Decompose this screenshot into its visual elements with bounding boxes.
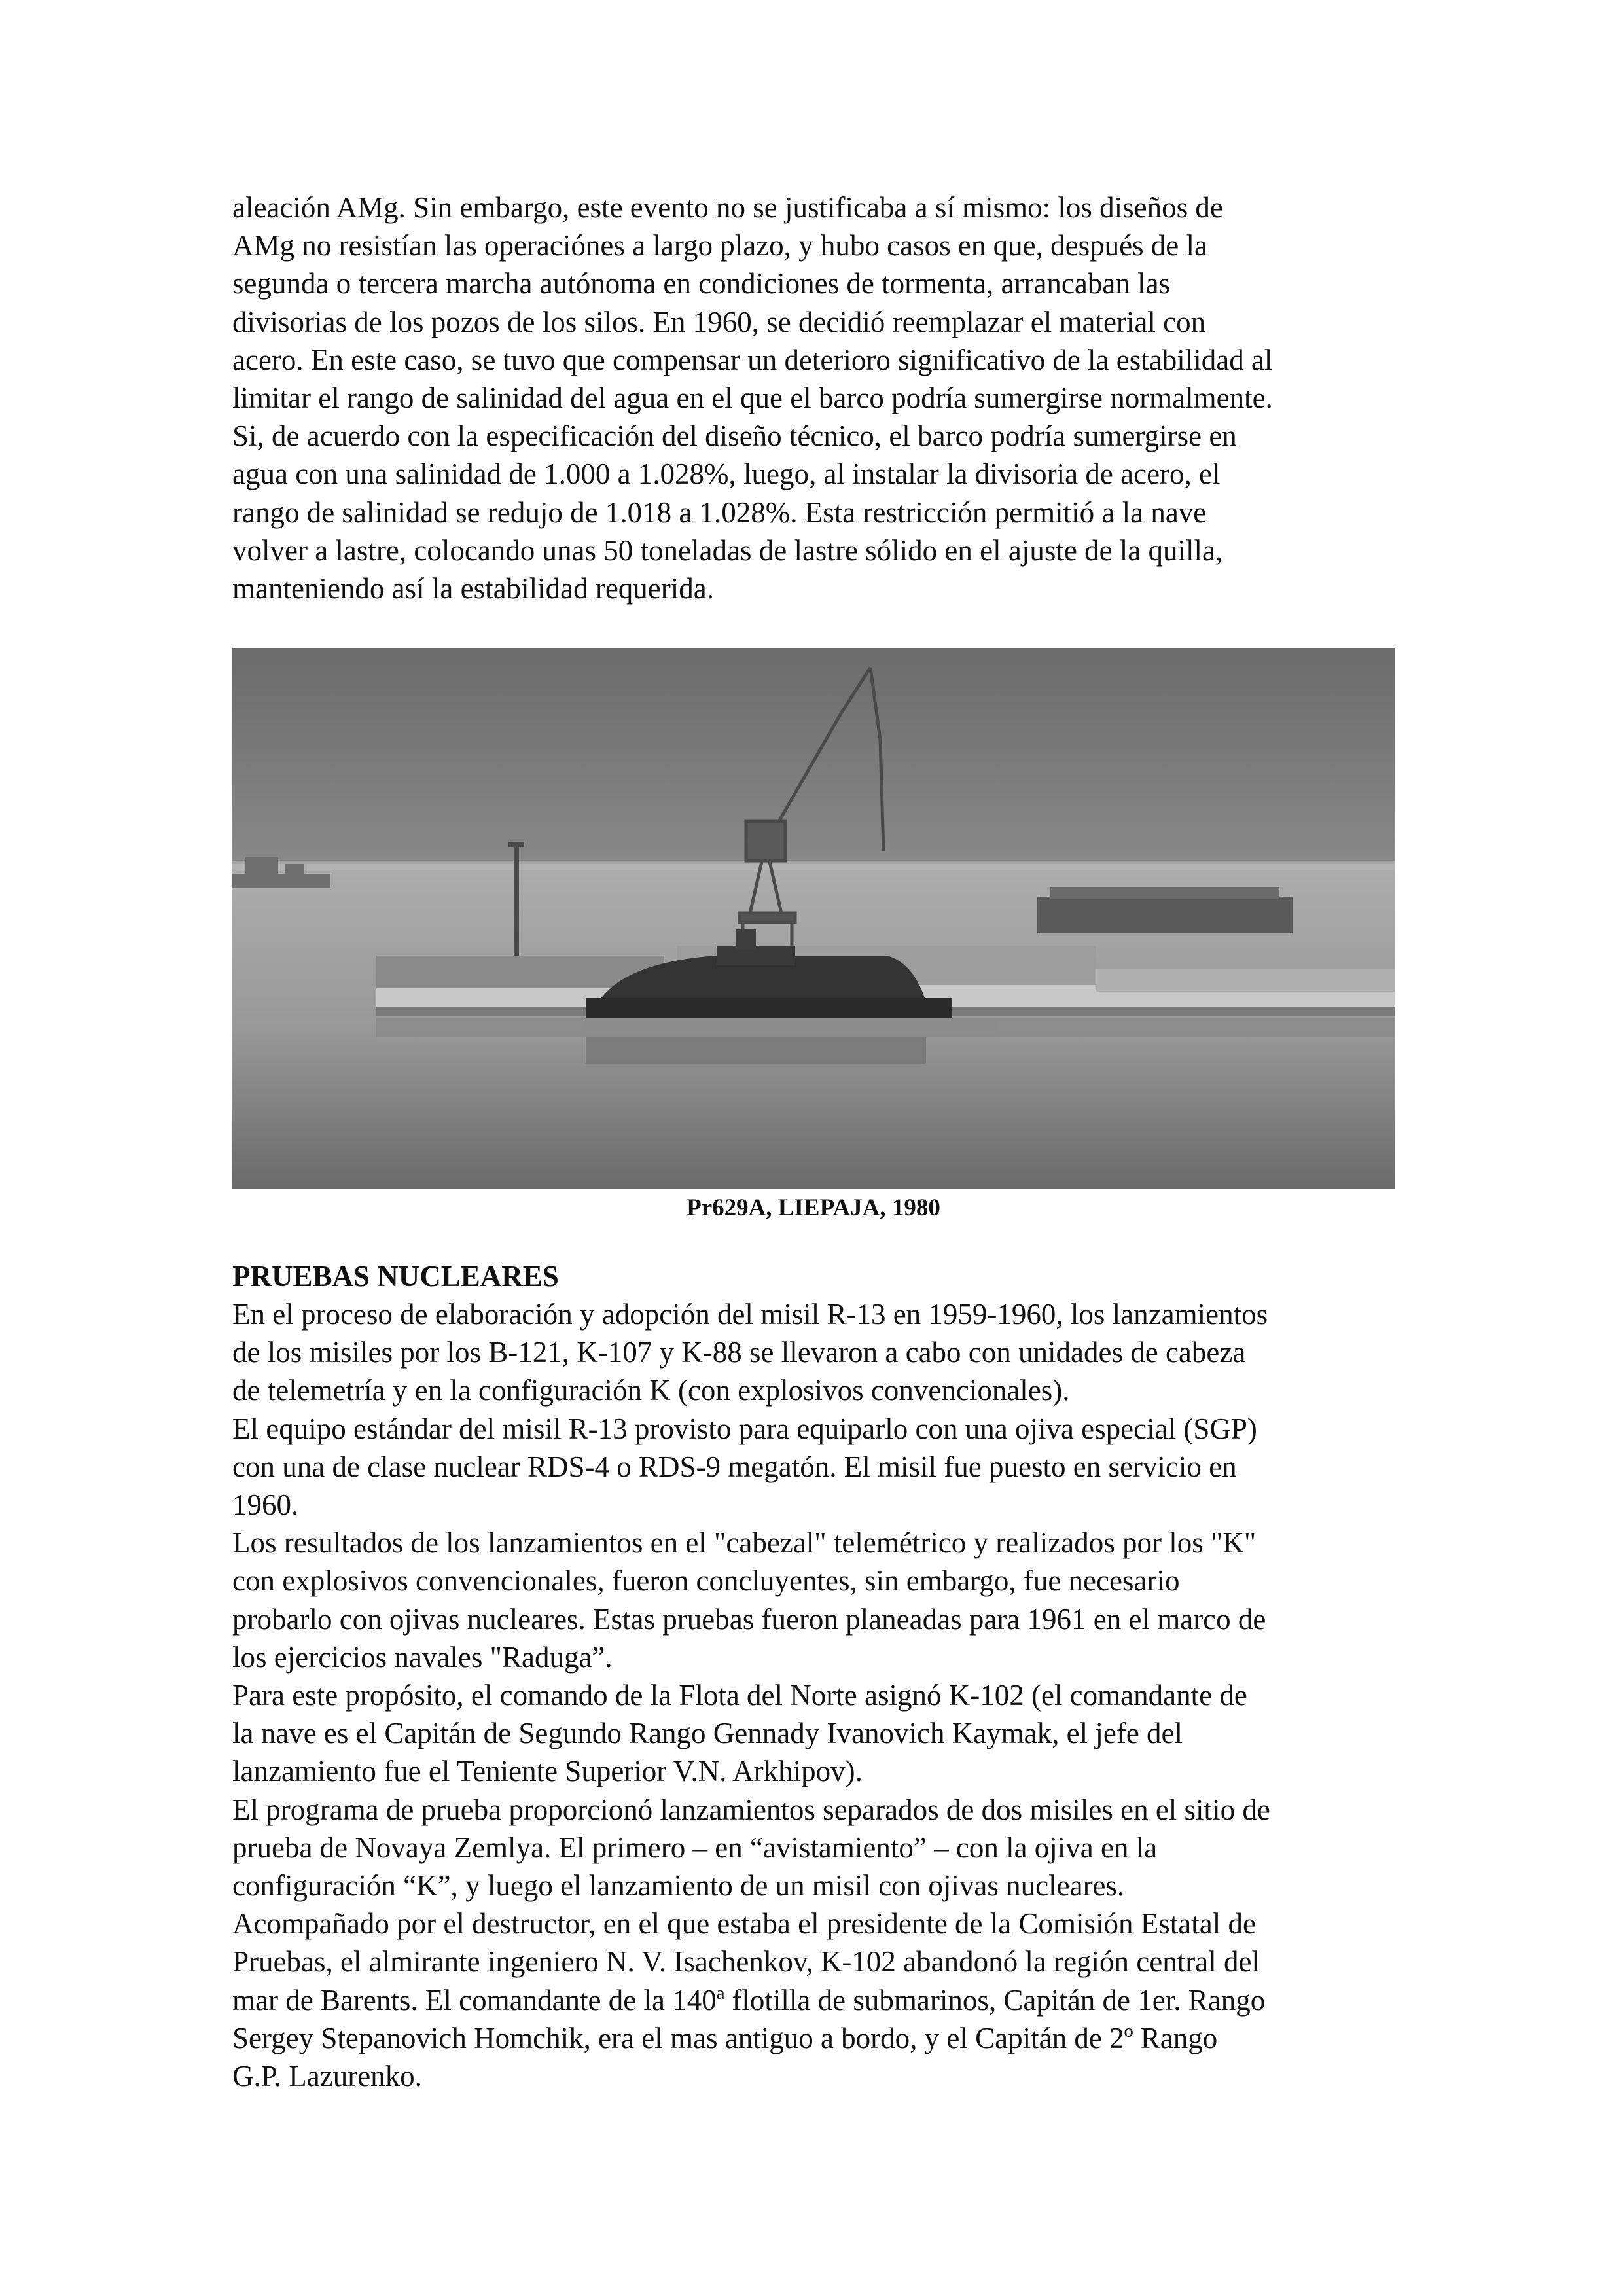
submarine-harbor-photo (232, 648, 1395, 1189)
text-line: manteniendo así la estabilidad requerida. (232, 572, 714, 605)
text-line: G.P. Lazurenko. (232, 2060, 422, 2093)
text-line: Para este propósito, el comando de la Flota del Norte asignó K-102 (el comandante de (232, 1679, 1247, 1712)
text-line: la nave es el Capitán de Segundo Rango Gennady Ivanovich Kaymak, el jefe del (232, 1717, 1183, 1750)
text-line: configuración “K”, y luego el lanzamiento de un misil con ojivas nucleares. (232, 1869, 1125, 1903)
text-line: los ejercicios navales "Raduga”. (232, 1640, 613, 1674)
text-line: agua con una salinidad de 1.000 a 1.028%, luego, al instalar la divisoria de acero, el (232, 457, 1221, 491)
text-line: con una de clase nuclear RDS-4 o RDS-9 megatón. El misil fue puesto en servicio en (232, 1450, 1237, 1483)
text-line: El programa de prueba proporcionó lanzamientos separados de dos misiles en el sitio de (232, 1793, 1270, 1826)
text-line: Los resultados de los lanzamientos en el "cabezal" telemétrico y realizados por los "K" (232, 1526, 1257, 1560)
text-line: volver a lastre, colocando unas 50 toneladas de lastre sólido en el ajuste de la quilla, (232, 533, 1223, 567)
section-body (232, 1295, 1404, 2095)
horizon-haze (232, 861, 1395, 870)
text-line: limitar el rango de salinidad del agua en el que el barco podría sumergirse normalmente. (232, 382, 1273, 415)
text-line: Pruebas, el almirante ingeniero N. V. Isachenkov, K-102 abandonó la región central del (232, 1945, 1260, 1979)
text-line: El equipo estándar del misil R-13 provisto para equiparlo con una ojiva especial (SGP) (232, 1412, 1257, 1445)
text-line: de telemetría y en la configuración K (con explosivos convencionales). (232, 1374, 1070, 1407)
text-line: AMg no resistían las operaciónes a largo plazo, y hubo casos en que, después de la (232, 229, 1208, 262)
text-line: divisorias de los pozos de los silos. En 1960, se decidió reemplazar el material con (232, 305, 1206, 338)
text-line: Acompañado por el destructor, en el que estaba el presidente de la Comisión Estatal de (232, 1907, 1256, 1941)
text-line: En el proceso de elaboración y adopción del misil R-13 en 1959-1960, los lanzamientos (232, 1298, 1268, 1331)
text-line: con explosivos convencionales, fueron concluyentes, sin embargo, fue necesario (232, 1564, 1180, 1598)
photo-caption: Pr629A, LIEPAJA, 1980 (687, 1194, 940, 1221)
text-line: probarlo con ojivas nucleares. Estas pruebas fueron planeadas para 1961 en el marco de (232, 1602, 1266, 1636)
text-line: mar de Barents. El comandante de la 140ª flotilla de submarinos, Capitán de 1er. Rango (232, 1983, 1266, 2017)
text-line: acero. En este caso, se tuvo que compensar un deterioro significativo de la estabilidad al (232, 343, 1273, 376)
text-line: prueba de Novaya Zemlya. El primero – en “avistamiento” – con la ojiva en la (232, 1831, 1158, 1864)
text-line: Sergey Stepanovich Homchik, era el mas antiguo a bordo, y el Capitán de 2º Rango (232, 2021, 1218, 2054)
intro-paragraph (232, 188, 1404, 607)
text-line: rango de salinidad se redujo de 1.018 a 1.028%. Esta restricción permitió a la nave (232, 495, 1207, 529)
text-line: aleación AMg. Sin embargo, este evento no se justificaba a sí mismo: los diseños de (232, 191, 1223, 224)
section-heading: PRUEBAS NUCLEARES (232, 1260, 559, 1293)
floating-dock (1037, 887, 1293, 933)
text-line: Si, de acuerdo con la especificación del diseño técnico, el barco podría sumergirse en (232, 420, 1237, 453)
text-line: de los misiles por los B-121, K-107 y K-88 se llevaron a cabo con unidades de cabeza (232, 1336, 1246, 1369)
text-line: lanzamiento fue el Teniente Superior V.N. Arkhipov). (232, 1755, 863, 1788)
text-line: 1960. (232, 1488, 299, 1522)
text-line: segunda o tercera marcha autónoma en condiciones de tormenta, arrancaban las (232, 267, 1171, 300)
